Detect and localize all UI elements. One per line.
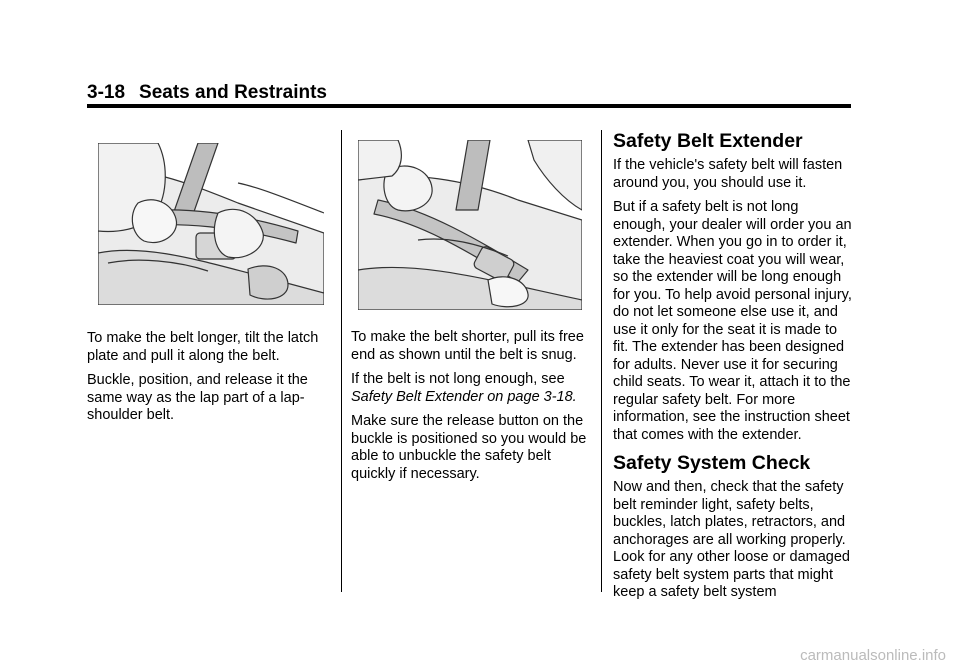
column-divider xyxy=(601,130,602,592)
seat-belt-shorten-illustration xyxy=(358,140,582,310)
seat-belt-lengthen-illustration xyxy=(98,143,324,305)
paragraph-extender-details: But if a safety belt is not long enough, your dealer will order you an extender. When you go in to order it, take the heaviest coat you will wear, so the extender will be long enough for you. To help avoid personal injury, do not let someone else use it, and use it only for the seat it is made to fit. The extender has been designed for adults. Never use it for securing child seats. To wear it, attach it to the regular safety belt. For more information, see the instruction sheet that comes with the extender. xyxy=(613,199,852,443)
column-divider xyxy=(341,130,342,592)
page-header xyxy=(87,82,327,104)
paragraph-release-button: Make sure the release button on the buckle is positioned so you would be able to unbuckle the safety belt quickly if necessary. xyxy=(351,413,587,482)
cross-reference-link[interactable]: Safety Belt Extender on page 3-18. xyxy=(351,388,577,405)
paragraph-extender-intro: If the vehicle's safety belt will fasten around you, you should use it. xyxy=(613,157,843,191)
heading-safety-belt-extender: Safety Belt Extender xyxy=(613,130,803,152)
section-title: Seats and Restraints xyxy=(139,82,327,103)
paragraph-shorten-belt: To make the belt shorter, pull its free end as shown until the belt is snug. xyxy=(351,329,584,363)
paragraph-system-check: Now and then, check that the safety belt reminder light, safety belts, buckles, latch plates, retractors, and anchorages are all working properly. Look for any other loose or damaged safety belt system parts that might keep a safety belt system xyxy=(613,479,850,600)
paragraph-text: If the belt is not long enough, see xyxy=(351,371,565,387)
paragraph-buckle-position: Buckle, position, and release it the same way as the lap part of a lap-shoulder belt. xyxy=(87,372,308,423)
header-rule xyxy=(87,104,851,108)
paragraph-lengthen-belt: To make the belt longer, tilt the latch plate and pull it along the belt. xyxy=(87,330,319,364)
seat-belt-lengthen-icon xyxy=(98,143,324,305)
heading-safety-system-check: Safety System Check xyxy=(613,452,811,474)
watermark: carmanualsonline.info xyxy=(800,647,946,664)
paragraph-not-long-enough xyxy=(351,371,591,406)
page-number: 3-18 xyxy=(87,82,126,103)
seat-belt-shorten-icon xyxy=(358,140,582,310)
